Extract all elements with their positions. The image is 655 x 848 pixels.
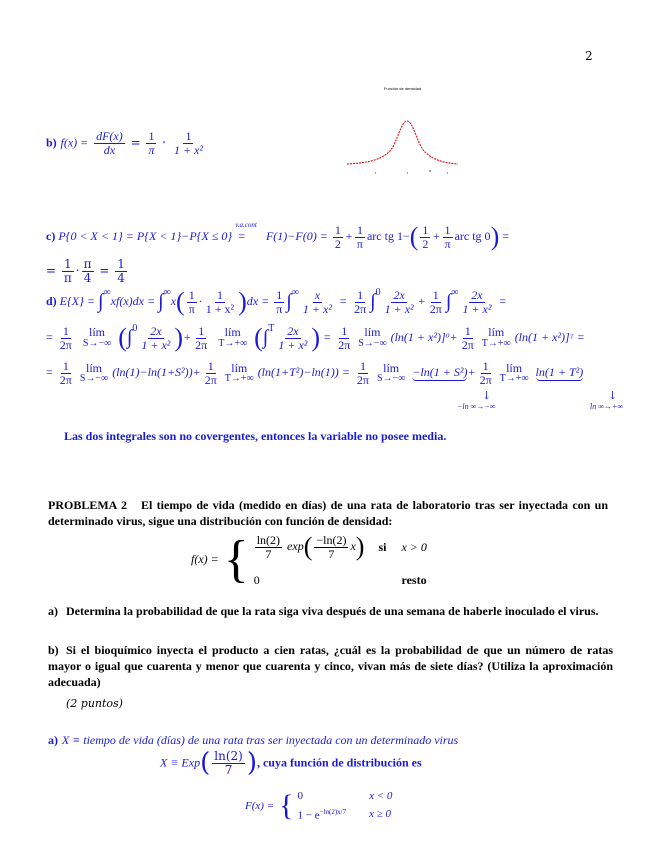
dist-post: , cuya función de distribución es	[256, 755, 422, 770]
underbrace-2: ln(1 + T²)	[535, 364, 584, 379]
vacont-eq: v.a.cont =	[235, 220, 263, 243]
question-a	[48, 603, 613, 619]
density-curve-plot	[345, 91, 460, 175]
limit-t-expr: (ln(1+T²)−ln(1))	[257, 364, 339, 379]
dist-pre: X ≡ Exp	[160, 755, 201, 770]
density-definition	[190, 530, 428, 589]
question-a-label: a)	[48, 604, 58, 618]
cdf-cond2: x ≥ 0	[369, 808, 392, 821]
solution-a-dist: X ≡ Exp( $\frac{\ln(2)}{7}$ ), cuya función de distribución es	[160, 748, 422, 778]
item-c-mid: F(1)−F(0) =	[265, 228, 328, 243]
condition-positive: x > 0	[401, 539, 427, 554]
limit-annotation-1: −ln ∞→−∞	[457, 402, 496, 411]
problem-statement	[48, 497, 608, 529]
cdf-piecewise: F(x) = { 0 x < 0 $1 - e^{-ln(2)x/7}$ x ≥ 0	[245, 789, 393, 822]
one-over-pi: $\frac{1}{\pi}$	[148, 129, 155, 157]
underbrace-1: −ln(1 + S²)	[412, 364, 468, 379]
problem-title: PROBLEMA 2	[48, 498, 127, 512]
limit-s-expr: (ln(1)−ln(1+S²))	[112, 364, 193, 379]
one-over-pi-c3: $\frac{1}{\pi}$	[63, 257, 72, 285]
density-curve	[347, 121, 458, 164]
item-d-line3: = $\frac{1}{2\pi}$ lím S→−∞ (ln(1)−ln(1+S²))+ $\frac{1}{2\pi}$ lím T→+∞ (ln(1+T²)−ln(1)) = $\frac{1}{2\pi}$ lím S→−∞ −ln(1 + S²)+ $\frac{1}{2\pi}$ lím T→+∞ ln(1 + T²)	[46, 359, 584, 387]
question-b-label: b)	[48, 643, 59, 657]
derivative-fraction: $\frac{dF(x)}{dx}$	[96, 129, 123, 157]
density-piecewise: f(x) = { $\frac{\ln(2)}{7}$ exp( $\frac{-\ln(2)}{7}$ x) si x > 0 0 resto	[191, 531, 427, 588]
solution-a-label: a)	[48, 733, 58, 747]
conclusion: Las dos integrales son no covergentes, entonces la variable no posee media.	[64, 429, 447, 443]
arrow-2: ↓	[608, 389, 618, 402]
cdf-case2: 1 − e	[297, 809, 320, 822]
problem-text: El tiempo de vida (medido en días) de una rata de laboratorio tras ser inyectada con un determinado virus, sigue una distribución con función de densidad:	[48, 498, 609, 528]
half-frac-1: $\frac{1}{2}$	[334, 222, 341, 251]
item-c-prob: P{0 < X < 1} = P{X < 1}−P{X ≤ 0}	[58, 228, 233, 243]
line2-eq: =	[46, 263, 57, 278]
item-d-line1: d) E{X} = ∫∞xf(x)dx = ∫∞x( $\frac{1}{\pi}$ · $\frac{1}{\text{1 + x²}}$ )dx = $\frac{1}{\pi}$ ∫∞ $\frac{x}{\text{1 + x²}}$ = $\frac{1}{2\pi}$ ∫$^0$ $\frac{2x}{\text{1 + x²}}$ + $\frac{1}{2\pi}$ ∫∞ $\frac{2x}{\text{1 + x²}}$ =	[46, 287, 507, 316]
result-quarter: $\frac{1}{4}$	[117, 257, 125, 285]
page-number: 2	[585, 49, 593, 63]
arctg0: arc tg 0	[454, 228, 491, 243]
solution-a-definition: X ≡ tiempo de vida (días) de una rata tras ser inyectada con un determinado virus	[61, 733, 459, 747]
arrow-1: ↓	[482, 389, 492, 402]
item-b-label: b)	[46, 135, 57, 150]
cdf-case1: 0	[297, 790, 304, 803]
si-label: si	[378, 539, 387, 554]
one-over-pi-c2: $\frac{1}{\pi}$	[444, 222, 451, 251]
item-c-label: c)	[46, 228, 56, 243]
resto-label: resto	[401, 572, 427, 587]
fx-label: f(x) =	[191, 552, 219, 566]
Fx-label: F(x) =	[245, 800, 275, 812]
density-chart	[345, 86, 460, 176]
item-c-line1: c) P{0 < X < 1} = P{X < 1}−P{X ≤ 0} v.a.cont = F(1)−F(0) = $\frac{1}{2}$ + $\frac{1}{\pi}$ arc tg 1−( $\frac{1}{2}$ + $\frac{1}{\pi}$ arc tg 0) =	[46, 220, 510, 251]
limit-annotation-2: ln ∞→+∞	[590, 402, 624, 411]
cdf-exponent: −ln(2)x/7	[319, 807, 347, 816]
cdf-cond1: x < 0	[369, 790, 393, 803]
arctg1: arc tg 1−	[366, 228, 410, 243]
zero-case: 0	[253, 572, 260, 587]
pi-over-4: $\frac{\pi}{4}$	[83, 257, 92, 285]
dot: ·	[162, 135, 167, 150]
item-b	[46, 130, 207, 156]
item-d-label: d)	[46, 293, 57, 308]
item-c-line2: = $\frac{1}{\pi}$ · $\frac{\pi}{4}$ = $\frac{1}{4}$	[46, 257, 125, 285]
item-b-lhs: f(x) =	[60, 135, 89, 150]
expectation: E{X} =	[59, 293, 96, 308]
cdf-definition	[244, 788, 393, 824]
eq: =	[130, 135, 141, 150]
half-frac-2: $\frac{1}{2}$	[422, 222, 429, 251]
question-b-text: Si el bioquímico inyecta el producto a cien ratas, ¿cuál es la probabilidad de que un número de ratas mayor o igual que cuarenta y menor que cuarenta y cinco, vivan más de siete días? (Utiliza la aproximación adecuada)	[48, 643, 613, 689]
points: (2 puntos)	[66, 697, 123, 710]
cauchy-fraction: $\frac{1}{\text{1 + x²}}$	[173, 129, 203, 157]
chart-title: Función de densidad	[383, 86, 422, 91]
one-over-pi-c1: $\frac{1}{\pi}$	[356, 222, 363, 251]
question-b	[48, 642, 613, 690]
question-a-text: Determina la probabilidad de que la rata siga viva después de una semana de haberle inoculado el virus.	[66, 604, 599, 618]
eq-end: =	[502, 228, 510, 243]
integral-xfx: xf(x)dx =	[110, 293, 156, 308]
item-d-line2: = $\frac{1}{2\pi}$ lím S→−∞ (∫$^0$ $\frac{2x}{\text{1 + x²}}$ )+ $\frac{1}{2\pi}$ lím T→+∞ (∫$^T$ $\frac{2x}{\text{1 + x²}}$ ) = $\frac{1}{2\pi}$ lím S→−∞ (ln(1 + x²)]⁰+ $\frac{1}{2\pi}$ lím T→+∞ (ln(1 + x²)]ᵀ =	[46, 323, 585, 352]
exp-label: exp	[287, 539, 304, 554]
solution-a-def	[48, 732, 458, 748]
